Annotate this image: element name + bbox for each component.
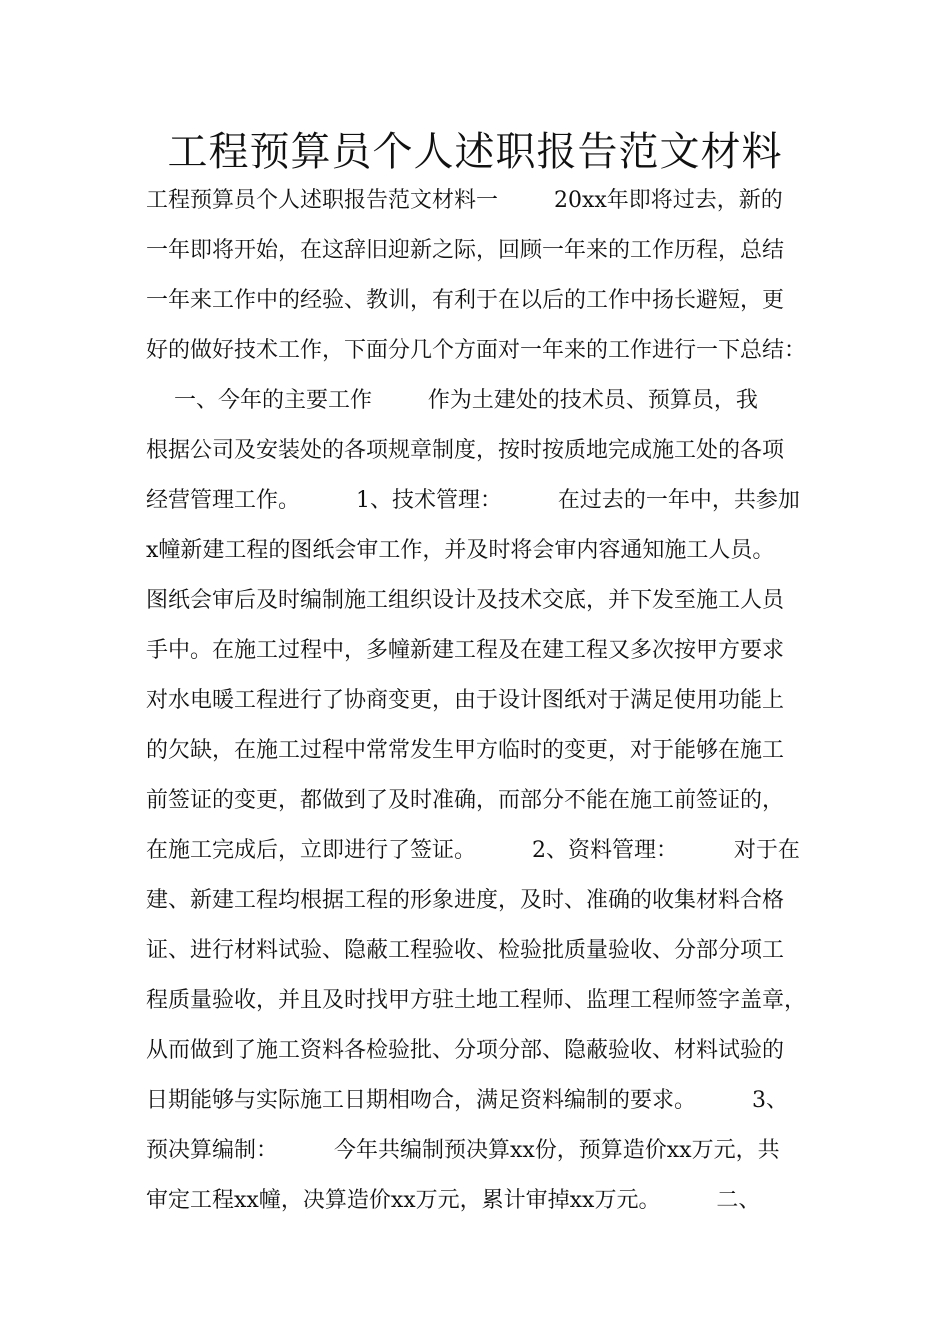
body-line: 审定工程xx幢，决算造价xx万元，累计审掉xx万元。 二、 <box>146 1188 761 1213</box>
body-line: 一年即将开始，在这辞旧迎新之际，回顾一年来的工作历程，总结 <box>146 238 785 263</box>
body-line: 一年来工作中的经验、教训，有利于在以后的工作中扬长避短，更 <box>146 288 785 313</box>
body-line: 一、今年的主要工作 作为土建处的技术员、预算员，我 <box>146 388 758 413</box>
body-line: 前签证的变更，都做到了及时准确，而部分不能在施工前签证的， <box>146 788 785 813</box>
body-line: 证、进行材料试验、隐蔽工程验收、检验批质量验收、分部分项工 <box>146 938 785 963</box>
body-line: 好的做好技术工作，下面分几个方面对一年来的工作进行一下总结： <box>146 338 807 363</box>
body-line: 建、新建工程均根据工程的形象进度，及时、准确的收集材料合格 <box>146 888 785 913</box>
body-line: x幢新建工程的图纸会审工作，并及时将会审内容通知施工人员。 <box>146 538 775 563</box>
body-line: 根据公司及安装处的各项规章制度，按时按质地完成施工处的各项 <box>146 438 785 463</box>
document-body <box>146 176 836 1226</box>
body-line: 的欠缺，在施工过程中常常发生甲方临时的变更，对于能够在施工 <box>146 738 785 763</box>
body-line: 手中。在施工过程中，多幢新建工程及在建工程又多次按甲方要求 <box>146 638 785 663</box>
body-line: 从而做到了施工资料各检验批、分项分部、隐蔽验收、材料试验的 <box>146 1038 785 1063</box>
body-line: 日期能够与实际施工日期相吻合，满足资料编制的要求。 3、 <box>146 1088 788 1113</box>
document-title: 工程预算员个人述职报告范文材料 <box>167 129 783 175</box>
body-line: 工程预算员个人述职报告范文材料一 20xx年即将过去，新的 <box>146 188 783 213</box>
body-line: 图纸会审后及时编制施工组织设计及技术交底，并下发至施工人员 <box>146 588 785 613</box>
body-line: 对水电暖工程进行了协商变更，由于设计图纸对于满足使用功能上 <box>146 688 785 713</box>
body-line: 预决算编制： 今年共编制预决算xx份，预算造价xx万元，共 <box>146 1138 780 1163</box>
body-line: 经营管理工作。 1、技术管理： 在过去的一年中，共参加 <box>146 488 800 513</box>
body-line: 在施工完成后，立即进行了签证。 2、资料管理： 对于在 <box>146 838 800 863</box>
body-line: 程质量验收，并且及时找甲方驻土地工程师、监理工程师签字盖章， <box>146 988 807 1013</box>
